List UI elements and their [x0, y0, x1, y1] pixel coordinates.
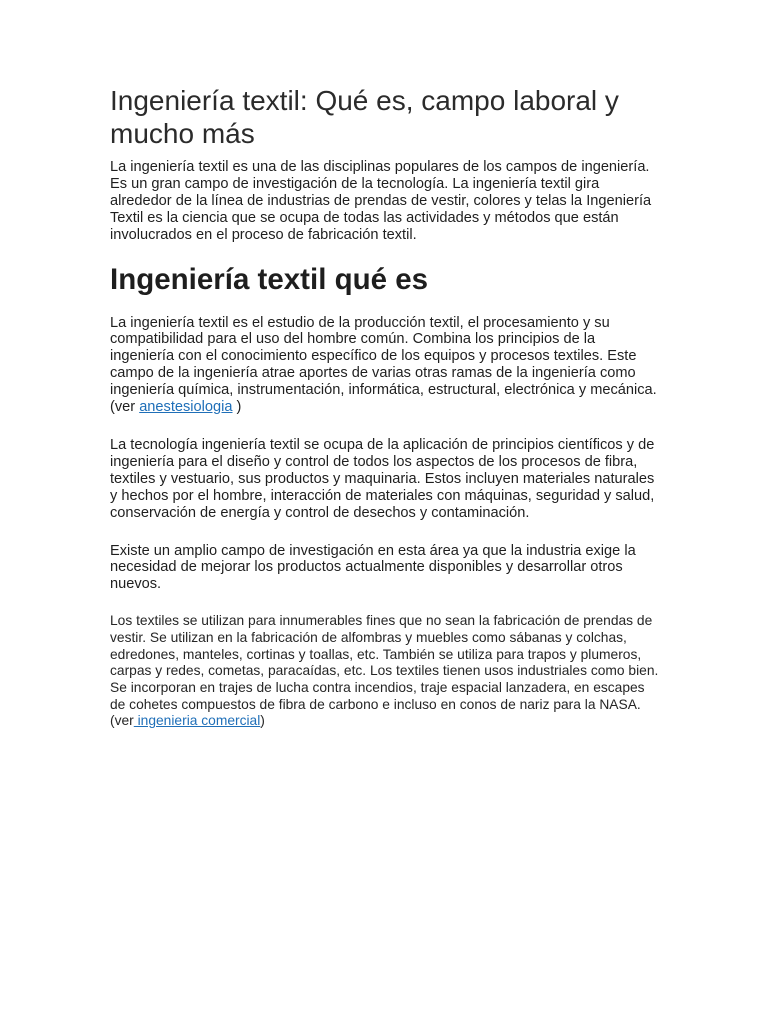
document-page — [110, 84, 662, 730]
section-heading: Ingeniería textil qué es — [110, 262, 429, 296]
research-paragraph: Existe un amplio campo de investigación en esta área ya que la industria exige la necesidad de mejorar los productos actualmente disponibles y desarrollar otros nuevos. — [110, 542, 636, 593]
uses-text: Los textiles se utilizan para innumerables fines que no sean la fabricación de prendas de vestir. Se utilizan en la fabricación de alfombras y muebles como sábanas y colchas, edredones, manteles, cortinas y toallas, etc. También se utiliza para trapos y plumeros, carpas y redes, cometas, paracaídas, etc. Los textiles tienen usos industriales como bien. Se incorporan en trajes de lucha contra incendios, traje espacial lanzadera, en escapes de cohetes compuestos de fibra de carbono e incluso en conos de nariz para la NASA. (ver — [110, 613, 659, 729]
intro-paragraph: La ingeniería textil es una de las disciplinas populares de los campos de ingeniería. Es un gran campo de investigación de la tecnología. La ingeniería textil gira alrededor de la línea de industrias de prendas de vestir, colores y telas la Ingeniería Textil es la ciencia que se ocupa de todas las actividades y métodos que están involucrados en el proceso de fabricación textil. — [110, 159, 652, 243]
definition-text: La ingeniería textil es el estudio de la producción textil, el procesamiento y su compatibilidad para el uso del hombre común. Combina los principios de la ingeniería con el conocimiento específico de los equipos y procesos textiles. Este campo de la ingeniería atrae aportes de varias otras ramas de la ingeniería como ingeniería química, instrumentación, informática, estructural, electrónica y mecánica.(ver — [110, 314, 657, 416]
uses-paragraph — [110, 613, 662, 730]
uses-text-end: ) — [260, 713, 265, 729]
definition-text-end: ) — [232, 399, 242, 416]
page-title: Ingeniería textil: Qué es, campo laboral y mucho más — [110, 85, 619, 149]
technology-paragraph: La tecnología ingeniería textil se ocupa de la aplicación de principios científicos y de ingeniería para el diseño y control de todos los aspectos de los procesos de fibra, textiles y vestuario, sus productos y maquinaria. Estos incluyen materiales naturales y hechos por el hombre, interacción de materiales con máquinas, seguridad y salud, conservación de energía y control de desechos y contaminación. — [110, 436, 655, 521]
definition-paragraph — [110, 315, 662, 416]
ingenieria-comercial-link[interactable]: ingenieria comercial — [133, 713, 261, 729]
anestesiologia-link[interactable]: anestesiologia — [139, 399, 233, 416]
